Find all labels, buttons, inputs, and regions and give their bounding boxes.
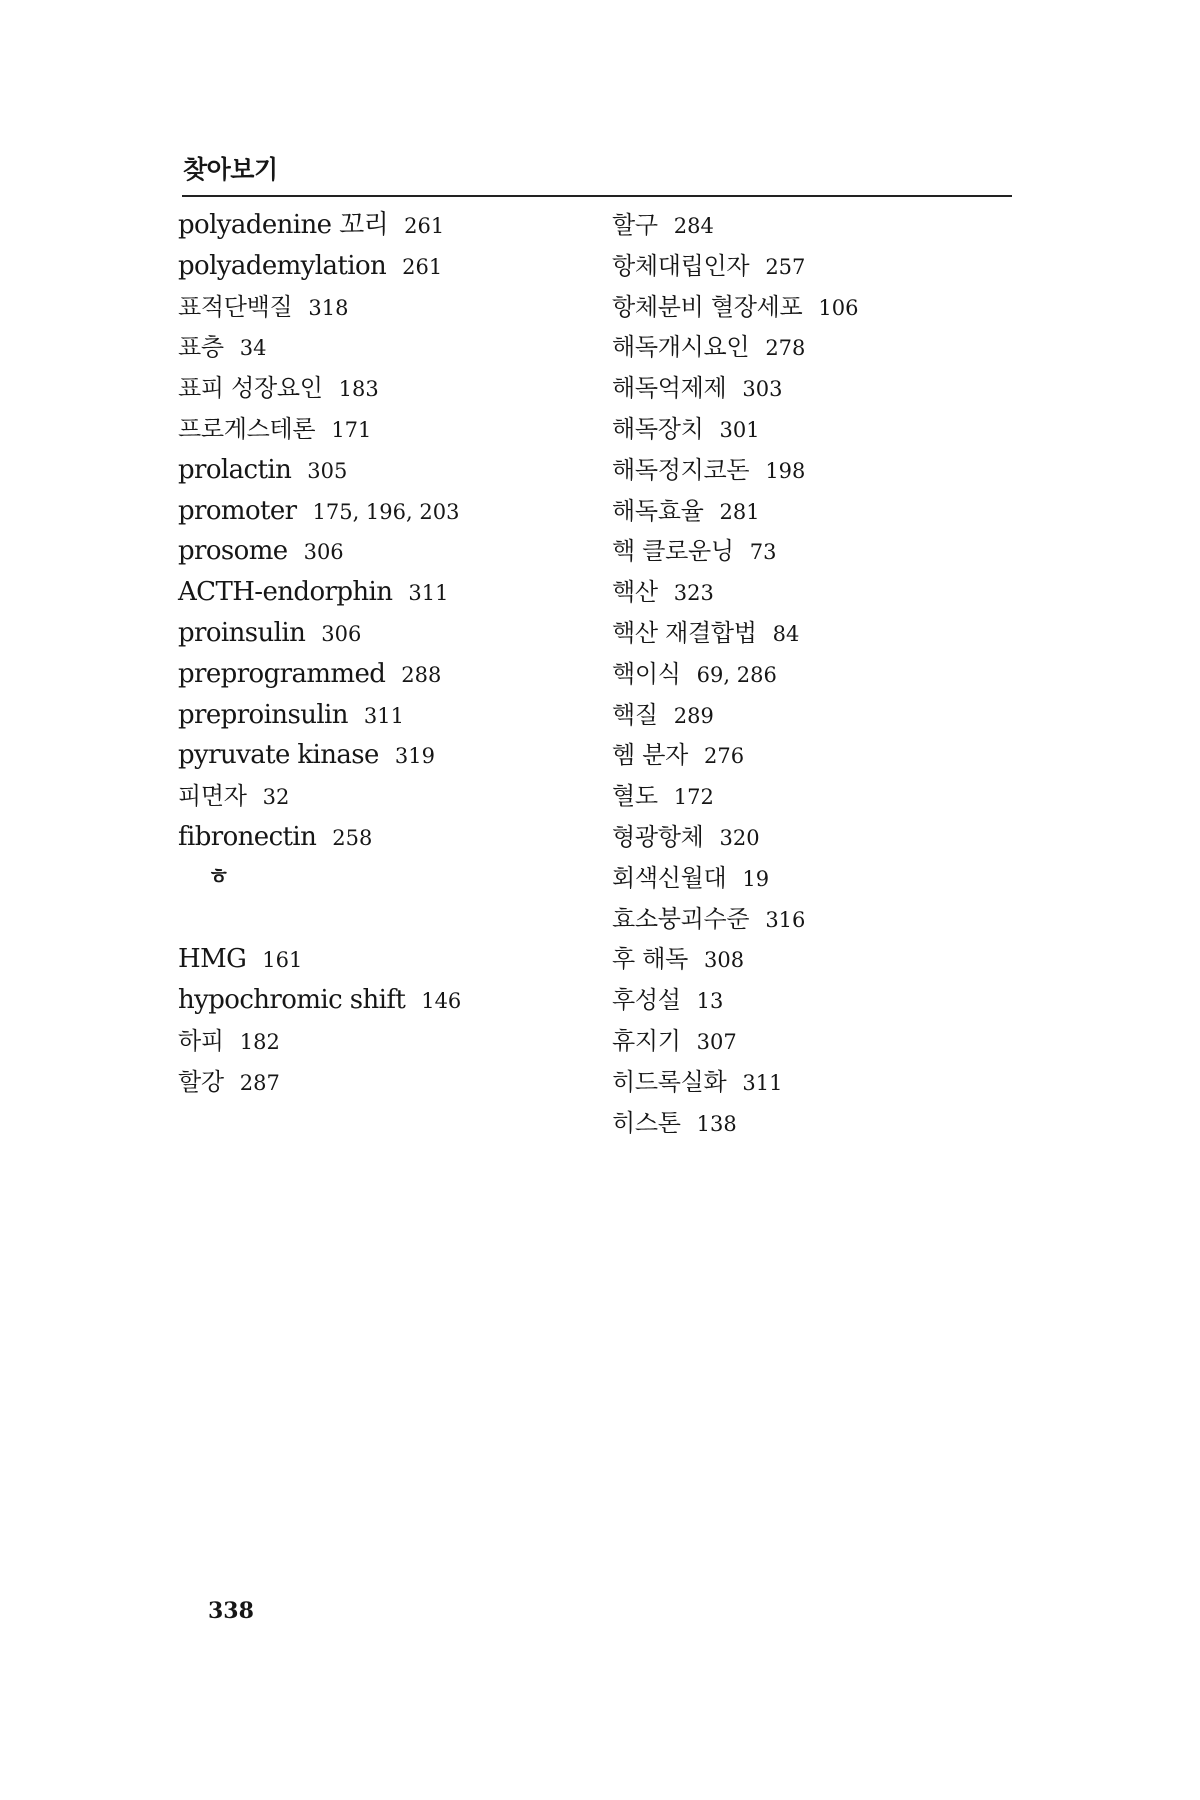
index-term: 표피 성장요인 <box>178 374 323 403</box>
index-entry <box>178 450 598 491</box>
index-entry <box>612 450 1032 491</box>
index-entry <box>612 939 1032 980</box>
index-page-ref: 301 <box>719 417 760 442</box>
index-entry <box>178 327 598 368</box>
index-entry <box>178 939 598 980</box>
index-page-ref: 73 <box>749 540 777 565</box>
index-term: preproinsulin <box>178 699 348 730</box>
index-entry <box>178 613 598 654</box>
index-page-ref: 307 <box>696 1029 737 1054</box>
index-page-ref: 146 <box>421 989 462 1014</box>
index-term: 휴지기 <box>612 1026 681 1055</box>
index-page-ref: 320 <box>719 825 760 850</box>
index-term: prosome <box>178 536 288 567</box>
index-term: 해독개시요인 <box>612 333 750 362</box>
index-term: 피면자 <box>178 782 247 811</box>
index-page-ref: 171 <box>331 417 372 442</box>
index-entry <box>178 817 598 858</box>
index-page-ref: 284 <box>673 214 714 238</box>
index-entry <box>178 491 598 532</box>
index-term: polyademylation <box>178 250 387 281</box>
right-entries <box>612 205 1032 1143</box>
index-term: 해독억제제 <box>612 374 727 403</box>
index-entry <box>612 1062 1032 1103</box>
index-page-ref: 288 <box>401 662 442 687</box>
section-letter: ㅎ <box>208 864 230 890</box>
index-page-ref: 34 <box>239 336 267 361</box>
index-entry <box>178 409 598 450</box>
index-entry <box>178 1062 598 1103</box>
index-entry <box>612 491 1032 532</box>
index-entry <box>178 572 598 613</box>
header-rule <box>182 195 1012 197</box>
index-page-ref: 308 <box>703 948 745 973</box>
index-term: 해독장치 <box>612 414 704 443</box>
index-page-ref: 316 <box>765 907 806 932</box>
index-term: 핵 클로운닝 <box>612 537 734 566</box>
index-term: 해독정지코돈 <box>612 455 750 484</box>
index-page-ref: 306 <box>303 540 344 565</box>
index-page-ref: 311 <box>408 581 449 606</box>
index-page-ref: 281 <box>719 499 760 524</box>
index-entry <box>612 1103 1032 1144</box>
index-term: 후 해독 <box>612 945 688 974</box>
index-term: proinsulin <box>178 617 306 648</box>
index-entry <box>178 776 598 817</box>
index-term: 프로게스테론 <box>178 414 316 443</box>
index-entry <box>612 817 1032 858</box>
index-term: 후성설 <box>612 986 681 1015</box>
index-page-ref: 198 <box>765 458 806 483</box>
index-page-ref: 311 <box>742 1070 783 1095</box>
index-entry <box>612 899 1032 940</box>
index-page-ref: 305 <box>307 458 348 483</box>
index-entry <box>178 205 598 246</box>
index-page-ref: 19 <box>742 866 770 891</box>
index-page-ref: 13 <box>696 989 724 1014</box>
index-entry <box>612 858 1032 899</box>
index-page-ref: 276 <box>703 744 745 769</box>
running-head: 찾아보기 <box>183 155 278 184</box>
index-page-ref: 261 <box>402 254 443 279</box>
index-term: fibronectin <box>178 821 317 852</box>
index-entry <box>612 654 1032 695</box>
index-term: hypochromic shift <box>178 985 406 1016</box>
index-entry <box>178 980 598 1021</box>
index-page-ref: 257 <box>765 254 806 279</box>
index-page-ref: 183 <box>338 377 379 402</box>
index-entry <box>612 695 1032 736</box>
index-entry <box>178 735 598 776</box>
index-term: polyadenine 꼬리 <box>178 210 389 240</box>
index-page-ref: 318 <box>308 295 349 320</box>
index-term: 형광항체 <box>612 822 704 851</box>
index-term: 히스톤 <box>612 1108 681 1137</box>
index-page-ref: 258 <box>332 825 373 850</box>
index-term: 핵질 <box>612 700 658 729</box>
index-page-ref: 311 <box>363 703 405 728</box>
index-term: 표층 <box>178 333 224 362</box>
index-term: 항체분비 혈장세포 <box>612 292 803 321</box>
index-entry <box>612 409 1032 450</box>
index-page-ref: 161 <box>262 948 303 973</box>
index-page-ref: 278 <box>765 336 806 361</box>
index-page-ref: 319 <box>394 744 435 769</box>
index-page-ref: 306 <box>321 621 362 646</box>
index-term: 항체대립인자 <box>612 251 750 280</box>
index-entry <box>612 531 1032 572</box>
index-entry <box>612 287 1032 328</box>
index-entry <box>178 695 598 736</box>
index-term: HMG <box>178 944 247 975</box>
index-entry <box>612 1021 1032 1062</box>
index-column-right <box>612 205 1032 1143</box>
page-number: 338 <box>208 1598 254 1624</box>
index-entry <box>612 572 1032 613</box>
index-term: ACTH-endorphin <box>178 577 393 608</box>
index-entry <box>612 205 1032 246</box>
index-entry <box>178 246 598 287</box>
index-term: 혈도 <box>612 782 658 811</box>
index-entry <box>612 776 1032 817</box>
index-page-ref: 138 <box>696 1111 737 1136</box>
index-entry <box>178 654 598 695</box>
left-entries-p <box>178 205 598 858</box>
index-page-ref: 261 <box>404 214 445 238</box>
index-entry <box>178 287 598 328</box>
index-entry <box>612 368 1032 409</box>
index-term: 표적단백질 <box>178 292 293 321</box>
index-term: pyruvate kinase <box>178 740 379 771</box>
index-term: 핵이식 <box>612 659 681 688</box>
index-entry <box>612 980 1032 1021</box>
index-column-left <box>178 205 598 1103</box>
index-term: 해독효율 <box>612 496 704 525</box>
index-term: 헴 분자 <box>612 741 688 770</box>
index-term: promoter <box>178 495 297 526</box>
index-page-ref: 289 <box>673 703 714 728</box>
index-term: 핵산 <box>612 578 658 607</box>
index-term: 핵산 재결합법 <box>612 618 757 647</box>
index-entry <box>178 368 598 409</box>
index-term: preprogrammed <box>178 658 386 689</box>
index-term: prolactin <box>178 454 292 485</box>
index-page-ref: 323 <box>673 581 714 606</box>
index-term: 히드록실화 <box>612 1067 727 1096</box>
index-entry <box>612 327 1032 368</box>
index-entry <box>178 1021 598 1062</box>
index-page-ref: 287 <box>239 1070 280 1095</box>
index-page-ref: 69, 286 <box>696 662 777 687</box>
index-page-ref: 84 <box>772 621 800 646</box>
index-term: 할강 <box>178 1067 224 1096</box>
index-page-ref: 106 <box>818 295 859 320</box>
index-page-ref: 303 <box>742 377 783 402</box>
index-page-ref: 175, 196, 203 <box>312 499 460 524</box>
index-entry <box>612 613 1032 654</box>
index-term: 할구 <box>612 211 658 239</box>
left-entries-h <box>178 939 598 1102</box>
index-page-ref: 32 <box>262 785 290 810</box>
index-term: 회색신월대 <box>612 863 727 892</box>
index-term: 효소붕괴수준 <box>612 904 750 933</box>
index-entry <box>612 246 1032 287</box>
index-page-ref: 182 <box>239 1029 280 1054</box>
index-entry <box>178 531 598 572</box>
index-entry <box>612 735 1032 776</box>
index-term: 하피 <box>178 1026 224 1055</box>
index-page-ref: 172 <box>673 785 714 810</box>
